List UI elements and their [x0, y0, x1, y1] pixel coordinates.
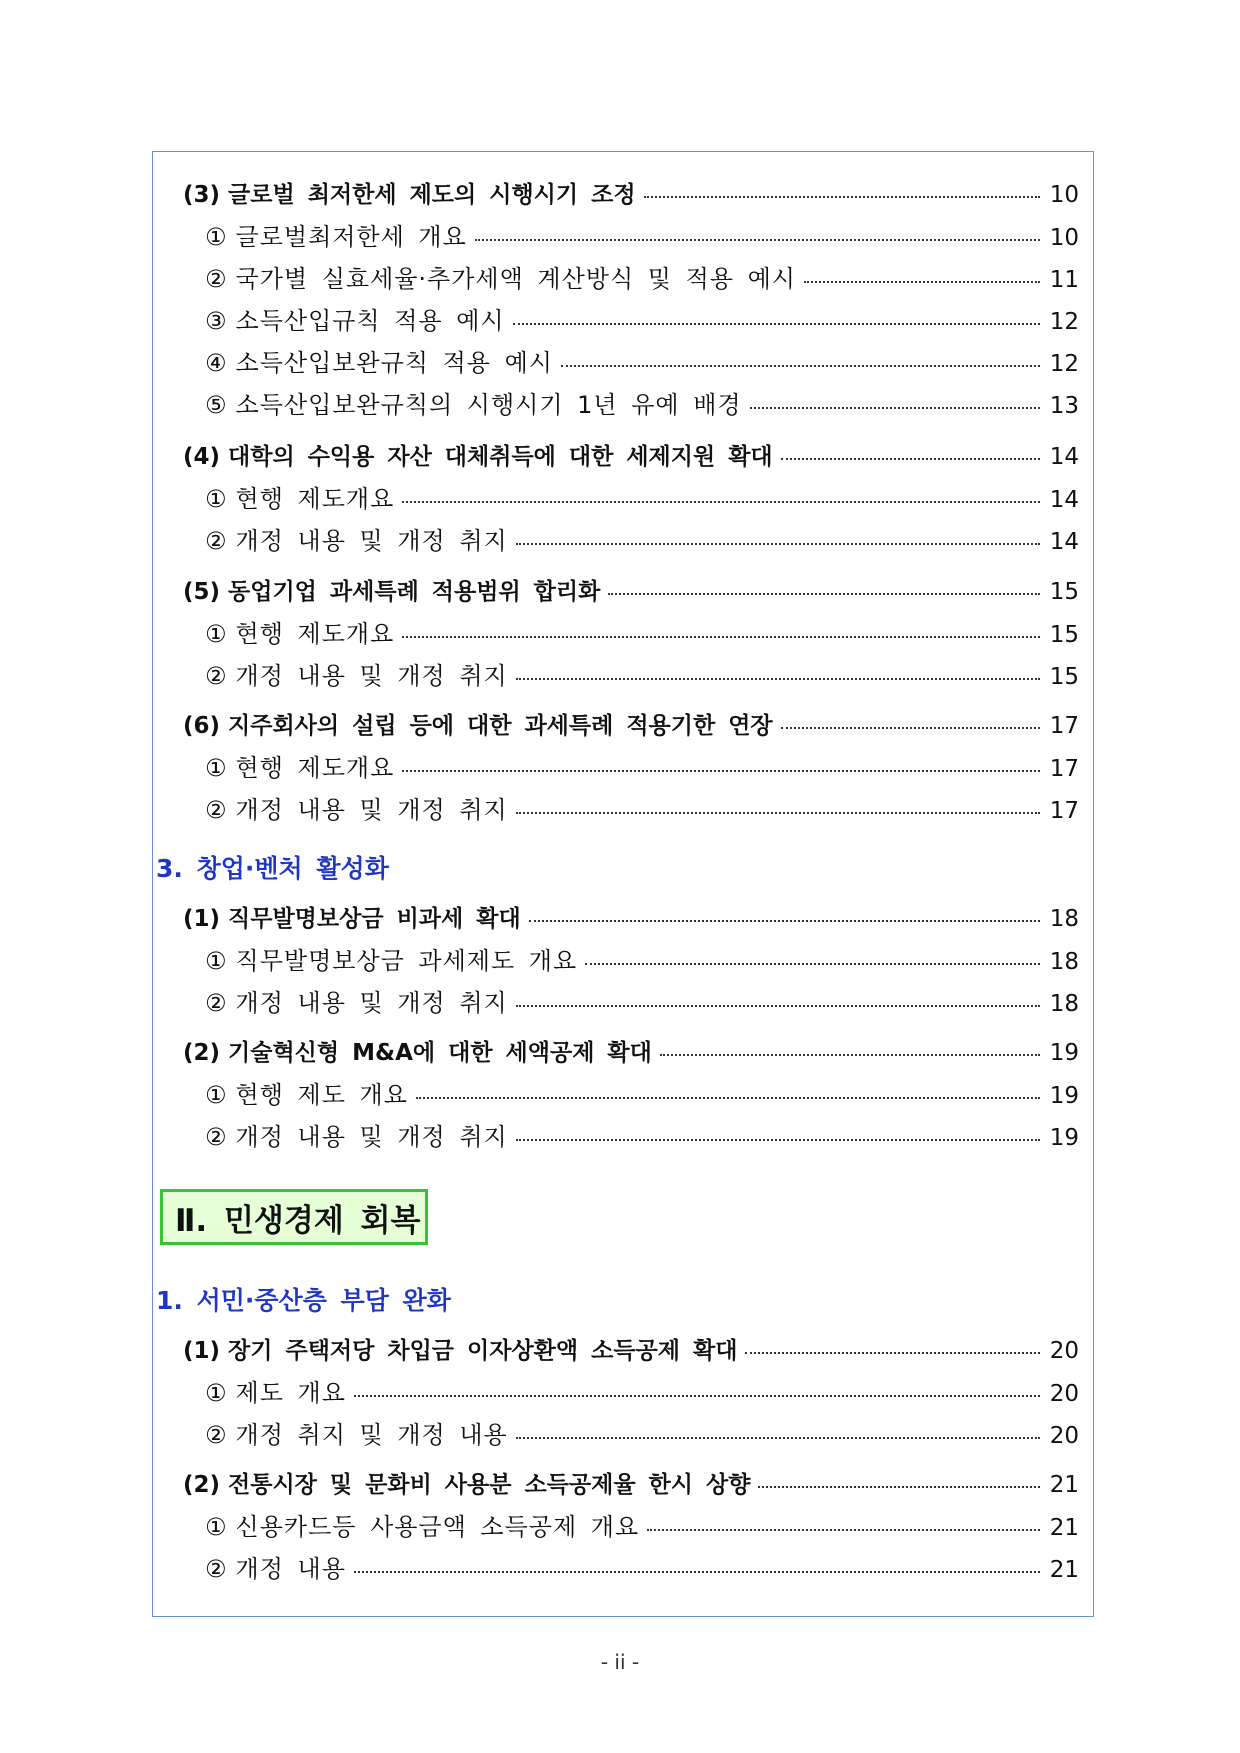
entry-page: 14 [1049, 529, 1079, 555]
entry-title: 전통시장 및 문화비 사용분 소득공제율 한시 상향 [228, 1472, 751, 1498]
dot-leader [402, 635, 1039, 638]
entry-number: (1) [183, 906, 221, 932]
entry-title: 신용카드등 사용금액 소득공제 개요 [235, 1513, 640, 1541]
toc-entry-6[interactable] [183, 709, 1079, 743]
entry-page: 10 [1049, 225, 1079, 251]
toc-subentry[interactable] [205, 482, 1079, 516]
toc-subentry[interactable] [205, 346, 1079, 380]
entry-page: 21 [1049, 1515, 1079, 1541]
entry-title: 현행 제도개요 [235, 620, 395, 648]
dot-leader [561, 364, 1040, 367]
entry-number: ① [205, 1379, 228, 1407]
entry-number: ① [205, 223, 228, 251]
entry-number: ⑤ [205, 391, 228, 419]
page-number-footer: - ii - [600, 1650, 640, 1674]
entry-title: 국가별 실효세율·추가세액 계산방식 및 적용 예시 [235, 265, 796, 293]
entry-page: 20 [1049, 1381, 1079, 1407]
dot-leader [585, 962, 1040, 965]
section-heading-startup[interactable]: 3. 창업·벤처 활성화 [156, 854, 389, 883]
dot-leader [660, 1053, 1040, 1056]
entry-page: 21 [1049, 1557, 1079, 1583]
dot-leader [529, 919, 1040, 922]
entry-page: 20 [1049, 1423, 1079, 1449]
entry-number: ③ [205, 307, 228, 335]
toc-subentry[interactable] [205, 751, 1079, 785]
dot-leader [750, 406, 1040, 409]
entry-page: 15 [1049, 622, 1079, 648]
toc-subentry[interactable] [205, 524, 1079, 558]
dot-leader [644, 195, 1040, 198]
dot-leader [516, 1004, 1040, 1007]
dot-leader [516, 1138, 1040, 1141]
entry-number: (2) [183, 1472, 221, 1498]
entry-page: 12 [1049, 351, 1079, 377]
toc-subentry[interactable] [205, 793, 1079, 827]
dot-leader [608, 592, 1039, 595]
entry-number: ② [205, 662, 228, 690]
dot-leader [354, 1394, 1040, 1397]
entry-number: ② [205, 1555, 228, 1583]
section-heading-middle-class[interactable]: 1. 서민·중산층 부담 완화 [156, 1286, 451, 1315]
entry-number: ② [205, 989, 228, 1017]
toc-subentry[interactable] [205, 659, 1079, 693]
entry-title: 글로벌최저한세 개요 [235, 223, 467, 251]
entry-title: 지주회사의 설립 등에 대한 과세특례 적용기한 연장 [228, 713, 773, 739]
dot-leader [402, 769, 1039, 772]
dot-leader [781, 726, 1040, 729]
entry-title: 현행 제도 개요 [235, 1081, 408, 1109]
entry-number: ① [205, 754, 228, 782]
chapter-heading[interactable]: Ⅱ. 민생경제 회복 [160, 1189, 428, 1245]
dot-leader [416, 1096, 1040, 1099]
entry-title: 직무발명보상금 비과세 확대 [228, 906, 521, 932]
entry-title: 현행 제도개요 [235, 754, 395, 782]
entry-title: 현행 제도개요 [235, 485, 395, 513]
entry-number: (1) [183, 1338, 221, 1364]
toc-subentry[interactable] [205, 944, 1079, 978]
entry-number: ① [205, 1513, 228, 1541]
entry-title: 개정 내용 및 개정 취지 [235, 796, 508, 824]
entry-page: 11 [1049, 267, 1079, 293]
entry-title: 개정 내용 및 개정 취지 [235, 1123, 508, 1151]
entry-page: 17 [1049, 756, 1079, 782]
entry-title: 장기 주택저당 차입금 이자상환액 소득공제 확대 [228, 1338, 738, 1364]
entry-number: ① [205, 485, 228, 513]
dot-leader [758, 1485, 1039, 1488]
entry-number: ② [205, 527, 228, 555]
entry-number: ② [205, 1421, 228, 1449]
toc-subentry[interactable] [205, 617, 1079, 651]
entry-page: 19 [1049, 1083, 1079, 1109]
dot-leader [516, 1436, 1040, 1439]
entry-page: 14 [1049, 487, 1079, 513]
entry-number: ① [205, 947, 228, 975]
dot-leader [745, 1351, 1039, 1354]
entry-page: 14 [1049, 444, 1079, 470]
entry-page: 19 [1049, 1125, 1079, 1151]
toc-entry-2[interactable] [183, 1468, 1079, 1502]
entry-page: 21 [1049, 1472, 1079, 1498]
entry-page: 10 [1049, 182, 1079, 208]
entry-title: 소득산입보완규칙 적용 예시 [235, 349, 553, 377]
toc-subentry[interactable] [205, 262, 1079, 296]
entry-number: ② [205, 796, 228, 824]
toc-subentry[interactable] [205, 1510, 1079, 1544]
dot-leader [516, 677, 1040, 680]
entry-number: ② [205, 1123, 228, 1151]
entry-page: 18 [1049, 949, 1079, 975]
entry-page: 17 [1049, 713, 1079, 739]
dot-leader [475, 238, 1040, 241]
entry-number: ① [205, 620, 228, 648]
dot-leader [402, 500, 1039, 503]
toc-subentry[interactable] [205, 1552, 1079, 1586]
entry-page: 18 [1049, 906, 1079, 932]
toc-subentry[interactable] [205, 1418, 1079, 1452]
entry-page: 18 [1049, 991, 1079, 1017]
dot-leader [516, 542, 1040, 545]
entry-title: 대학의 수익용 자산 대체취득에 대한 세제지원 확대 [228, 444, 773, 470]
toc-entry-4[interactable] [183, 440, 1079, 474]
entry-page: 13 [1049, 393, 1079, 419]
entry-page: 15 [1049, 579, 1079, 605]
entry-title: 소득산입보완규칙의 시행시기 1년 유예 배경 [235, 391, 742, 419]
entry-title: 제도 개요 [235, 1379, 346, 1407]
entry-page: 15 [1049, 664, 1079, 690]
toc-entry-1[interactable] [183, 1334, 1079, 1368]
dot-leader [804, 280, 1040, 283]
entry-number: ② [205, 265, 228, 293]
entry-page: 12 [1049, 309, 1079, 335]
entry-number: (2) [183, 1040, 221, 1066]
entry-page: 17 [1049, 798, 1079, 824]
toc-entry-3[interactable] [183, 178, 1079, 212]
dot-leader [513, 322, 1040, 325]
toc-entry-2[interactable] [183, 1036, 1079, 1070]
entry-page: 20 [1049, 1338, 1079, 1364]
dot-leader [354, 1570, 1040, 1573]
dot-leader [647, 1528, 1040, 1531]
entry-title: 개정 내용 및 개정 취지 [235, 662, 508, 690]
toc-entry-5[interactable] [183, 575, 1079, 609]
toc-subentry[interactable] [205, 304, 1079, 338]
entry-title: 개정 취지 및 개정 내용 [235, 1421, 508, 1449]
toc-subentry[interactable] [205, 986, 1079, 1020]
entry-number: ④ [205, 349, 228, 377]
toc-subentry[interactable] [205, 220, 1079, 254]
entry-number: (5) [183, 579, 221, 605]
entry-title: 직무발명보상금 과세제도 개요 [235, 947, 578, 975]
entry-title: 개정 내용 및 개정 취지 [235, 527, 508, 555]
entry-number: ① [205, 1081, 228, 1109]
entry-number: (4) [183, 444, 221, 470]
entry-title: 소득산입규칙 적용 예시 [235, 307, 505, 335]
dot-leader [516, 811, 1040, 814]
entry-number: (3) [183, 182, 221, 208]
entry-title: 개정 내용 [235, 1555, 346, 1583]
toc-subentry[interactable] [205, 388, 1079, 422]
dot-leader [781, 457, 1040, 460]
entry-title: 개정 내용 및 개정 취지 [235, 989, 508, 1017]
entry-number: (6) [183, 713, 221, 739]
entry-title: 글로벌 최저한세 제도의 시행시기 조정 [228, 182, 636, 208]
toc-subentry[interactable] [205, 1120, 1079, 1154]
entry-title: 기술혁신형 M&A에 대한 세액공제 확대 [228, 1040, 652, 1066]
entry-title: 동업기업 과세특례 적용범위 합리화 [228, 579, 601, 605]
entry-page: 19 [1049, 1040, 1079, 1066]
toc-subentry[interactable] [205, 1078, 1079, 1112]
toc-entry-1[interactable] [183, 902, 1079, 936]
toc-subentry[interactable] [205, 1376, 1079, 1410]
